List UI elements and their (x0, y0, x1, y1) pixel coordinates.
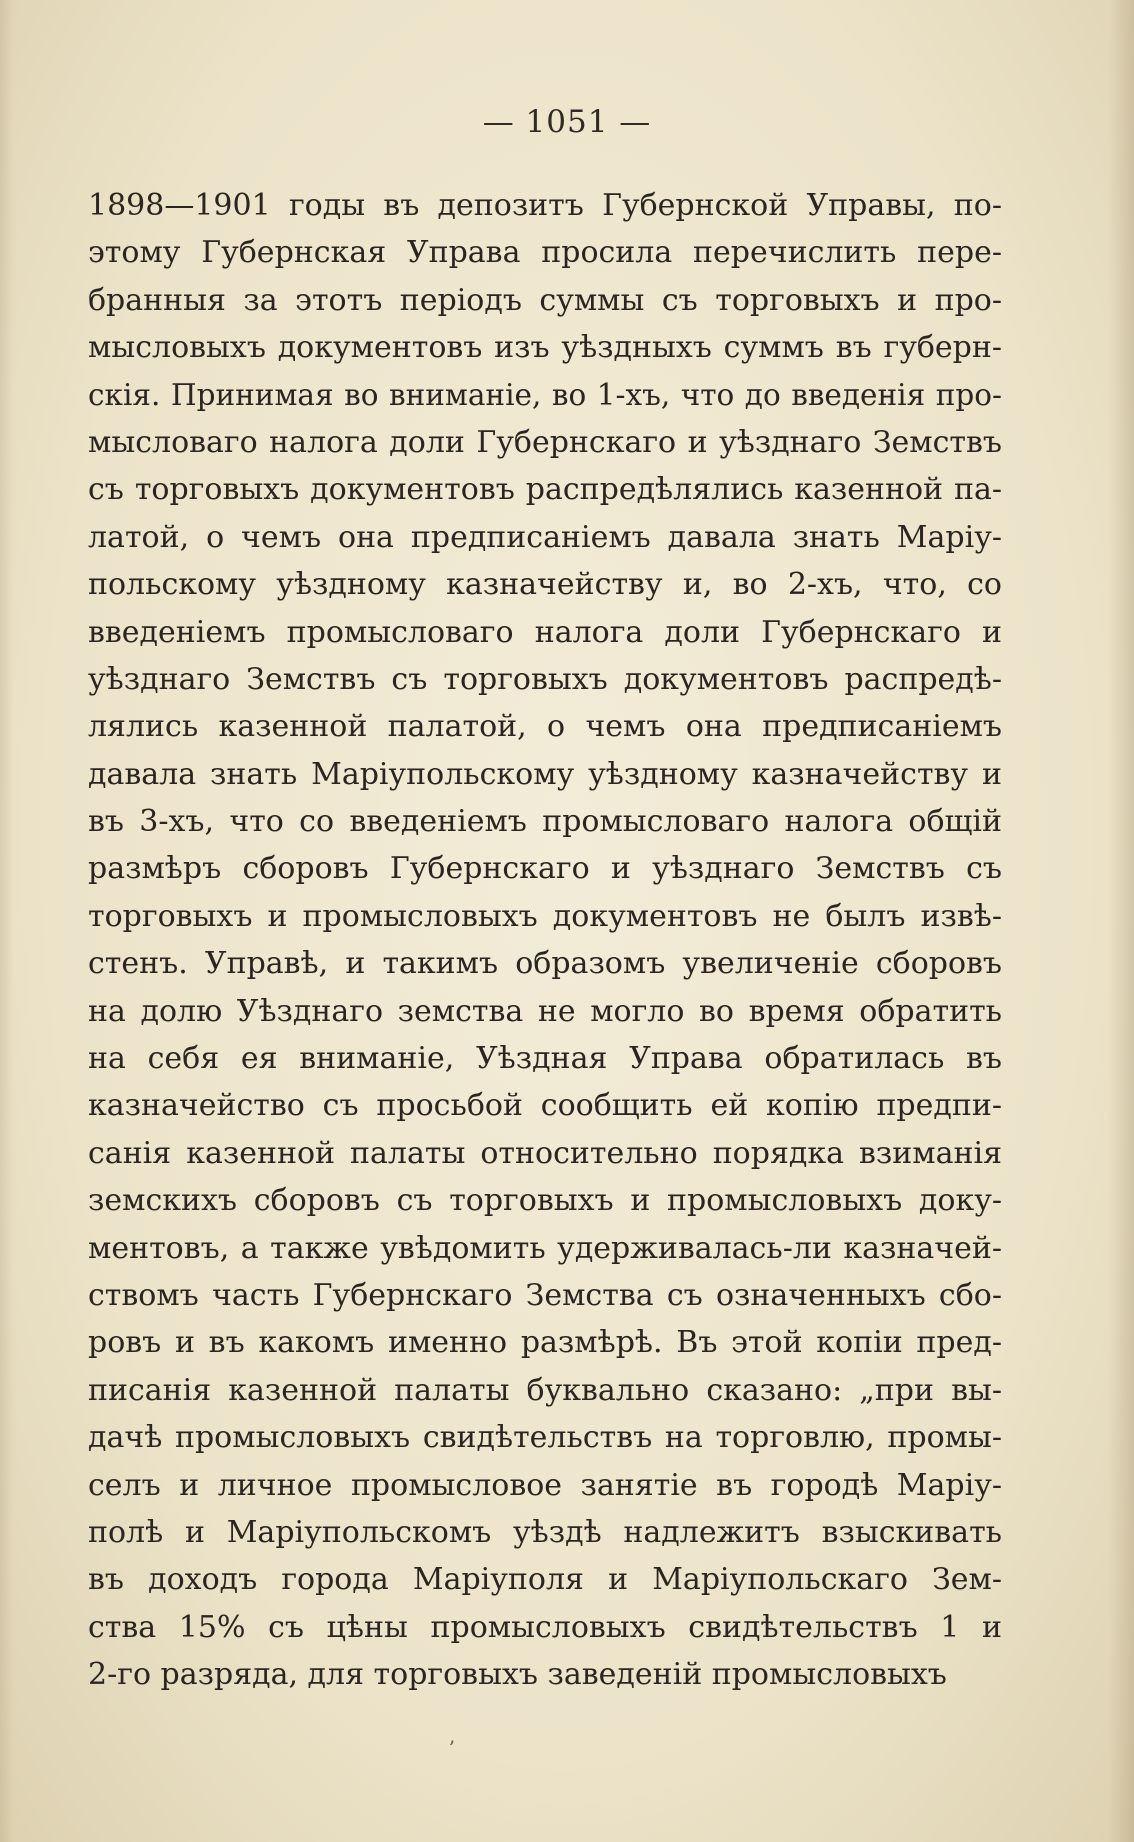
text-line-22: земскихъ сборовъ съ торговыхъ и промысловыхъ доку- (88, 1183, 1002, 1219)
text-line-30: въ доходъ города Маріуполя и Маріупольскаго Зем- (88, 1562, 1002, 1598)
text-line-10: введеніемъ промысловаго налога доли Губернскаго и (88, 614, 1002, 650)
text-line-4: мысловыхъ документовъ изъ уѣздныхъ суммъ въ губерн- (88, 330, 1002, 366)
text-line-24: ствомъ часть Губернскаго Земства съ означенныхъ сбо- (88, 1277, 1002, 1313)
text-line-25: ровъ и въ какомъ именно размѣрѣ. Въ этой копіи пред- (88, 1325, 1002, 1361)
text-line-20: казначейство съ просьбой сообщить ей копію предпи- (88, 1088, 1002, 1124)
text-line-16: торговыхъ и промысловыхъ документовъ не былъ извѣ- (88, 898, 1002, 934)
text-line-7: съ торговыхъ документовъ распредѣлялись казенной па- (88, 472, 1002, 508)
text-line-13: давала знать Маріупольскому уѣздному казначейству и (88, 756, 1002, 792)
text-line-3: бранныя за этотъ періодъ суммы съ торговыхъ и про- (88, 282, 1002, 318)
text-line-23: ментовъ, а также увѣдомить удерживалась-ли казначей- (88, 1230, 1002, 1266)
text-line-11: уѣзднаго Земствъ съ торговыхъ документовъ распредѣ- (88, 661, 1002, 697)
text-line-21: санія казенной палаты относительно порядка взиманія (88, 1135, 1002, 1171)
text-line-31: ства 15% съ цѣны промысловыхъ свидѣтельствъ 1 и (88, 1609, 1002, 1645)
text-line-6: мысловаго налога доли Губернскаго и уѣзднаго Земствъ (88, 424, 1002, 460)
text-line-9: польскому уѣздному казначейству и, во 2-хъ, что, со (88, 567, 1002, 603)
text-line-8: латой, о чемъ она предписаніемъ давала знать Маріу- (88, 519, 1002, 555)
text-line-15: размѣръ сборовъ Губернскаго и уѣзднаго Земствъ съ (88, 851, 1002, 887)
text-line-29: полѣ и Маріупольскомъ уѣздѣ надлежитъ взыскивать (88, 1514, 1002, 1550)
body-text (88, 182, 1002, 1699)
text-line-17: стенъ. Управѣ, и такимъ образомъ увеличеніе сборовъ (88, 946, 1002, 982)
text-line-26: писанія казенной палаты буквально сказано: „при вы- (88, 1372, 1002, 1408)
text-line-2: этому Губернская Управа просила перечислить пере- (88, 235, 1002, 271)
text-line-19: на себя ея вниманіе, Уѣздная Управа обратилась въ (88, 1041, 1002, 1077)
text-line-27: дачѣ промысловыхъ свидѣтельствъ на торговлю, промы- (88, 1420, 1002, 1456)
page-number: — 1051 — (482, 104, 652, 140)
text-line-28: селъ и личное промысловое занятіе въ городѣ Маріу- (88, 1467, 1002, 1503)
text-line-1: 1898—1901 годы въ депозитъ Губернской Управы, по- (88, 188, 1002, 223)
text-line-32: 2-го разряда, для торговыхъ заведеній промысловыхъ (88, 1657, 947, 1693)
text-line-12: лялись казенной палатой, о чемъ она предписаніемъ (88, 709, 1002, 745)
paper-speck: ʼ (448, 1736, 455, 1760)
text-line-14: въ 3-хъ, что со введеніемъ промысловаго налога общій (88, 804, 1002, 840)
text-line-18: на долю Уѣзднаго земства не могло во время обратить (88, 993, 1002, 1029)
text-line-5: скія. Принимая во вниманіе, во 1-хъ, что до введенія про- (88, 377, 1002, 412)
